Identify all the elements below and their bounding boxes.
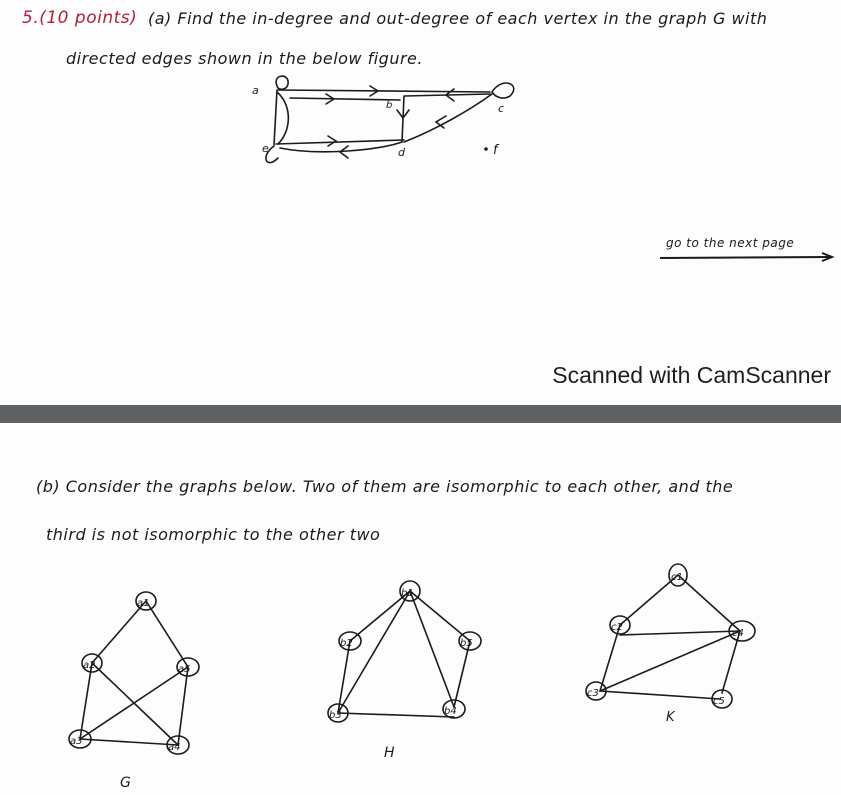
question-number-text: 5. (22, 8, 40, 28)
question-a-line-2: directed edges shown in the below figure. (66, 49, 423, 68)
svg-text:c1: c1 (671, 572, 683, 583)
graph-H (320, 573, 510, 773)
graph-G-label: G (120, 775, 131, 791)
vertex-label-b: b (386, 100, 393, 111)
svg-text:c3: c3 (587, 688, 599, 699)
edge-b3-b4 (338, 713, 454, 717)
edge-c2-c4 (620, 631, 740, 635)
svg-text:b1: b1 (401, 588, 414, 599)
question-b-line-1 (36, 477, 733, 496)
question-number (22, 8, 137, 28)
question-a-line-1 (148, 9, 767, 28)
edge-c3-c5 (600, 691, 720, 699)
node-b2 (339, 632, 361, 650)
node-b4 (443, 700, 465, 718)
vertex-label-a: a (252, 84, 259, 97)
edge-e-d (276, 140, 404, 144)
part-a-label: (a) (148, 9, 172, 28)
directed-graph-figure (230, 70, 530, 170)
vertex-label-c: c (498, 102, 505, 115)
svg-text:b3: b3 (329, 710, 342, 721)
edge-a1-a5 (146, 601, 188, 667)
svg-text:a5: a5 (178, 664, 191, 675)
graph-H-label: H (384, 745, 395, 761)
svg-text:c4: c4 (732, 628, 744, 639)
edge-b5-b4 (454, 641, 470, 707)
node-a5 (177, 658, 199, 676)
edge-a3-a4 (80, 739, 178, 745)
next-page-note: go to the next page (666, 236, 795, 250)
svg-text:c2: c2 (611, 622, 623, 633)
svg-text:b5: b5 (460, 638, 473, 649)
node-b5 (459, 632, 481, 650)
edge-a-b (290, 98, 400, 100)
vertex-label-e: e (262, 142, 269, 155)
page-separator (0, 405, 841, 423)
vertex-label-d: d (398, 146, 405, 159)
scanned-page-2 (0, 423, 841, 795)
node-a4 (167, 736, 189, 754)
graph-K-label: K (666, 710, 675, 725)
edge-a-e (274, 90, 277, 145)
edge-a-e-curve (277, 92, 288, 144)
edge-a2-a3 (80, 663, 92, 739)
node-b1 (400, 581, 420, 601)
loop-c (492, 83, 514, 98)
edge-c-d (404, 94, 492, 142)
edge-a2-a4 (92, 663, 178, 745)
next-page-arrow (660, 252, 840, 264)
svg-text:c5: c5 (713, 696, 725, 707)
edge-c2-c3 (600, 625, 620, 691)
edge-a-c (278, 90, 490, 92)
edge-c3-c4 (600, 631, 740, 691)
svg-text:a4: a4 (168, 742, 181, 753)
edge-c1-c2 (620, 575, 678, 625)
question-points: (10 points) (39, 8, 138, 28)
scanner-watermark: Scanned with CamScanner (552, 362, 831, 388)
vertex-dot-f (484, 147, 488, 151)
node-c2 (610, 616, 630, 634)
vertex-label-f: f (493, 143, 498, 158)
question-a-prompt-1: Find the in-degree and out-degree of each vertex in the graph G with (177, 9, 768, 28)
svg-text:a3: a3 (70, 736, 83, 747)
node-c1 (669, 564, 687, 586)
part-b-label: (b) (36, 477, 61, 496)
edge-a5-a4 (178, 667, 188, 745)
node-a1 (136, 592, 156, 610)
graph-K (570, 557, 770, 737)
edge-a1-a2 (92, 601, 146, 663)
question-b-prompt-1: Consider the graphs below. Two of them are isomorphic to each other, and the (65, 477, 734, 496)
edge-a5-a3 (80, 667, 188, 739)
graph-G (60, 583, 240, 795)
node-c4 (729, 621, 755, 641)
svg-text:a2: a2 (83, 660, 96, 671)
question-b-line-2: third is not isomorphic to the other two (46, 525, 381, 544)
node-a2 (82, 654, 102, 672)
arrow-e-d (328, 136, 336, 146)
edge-c1-c4 (678, 575, 740, 631)
svg-text:b2: b2 (340, 638, 353, 649)
loop-a (276, 76, 288, 89)
svg-text:a1: a1 (137, 598, 150, 609)
svg-text:b4: b4 (444, 706, 457, 717)
